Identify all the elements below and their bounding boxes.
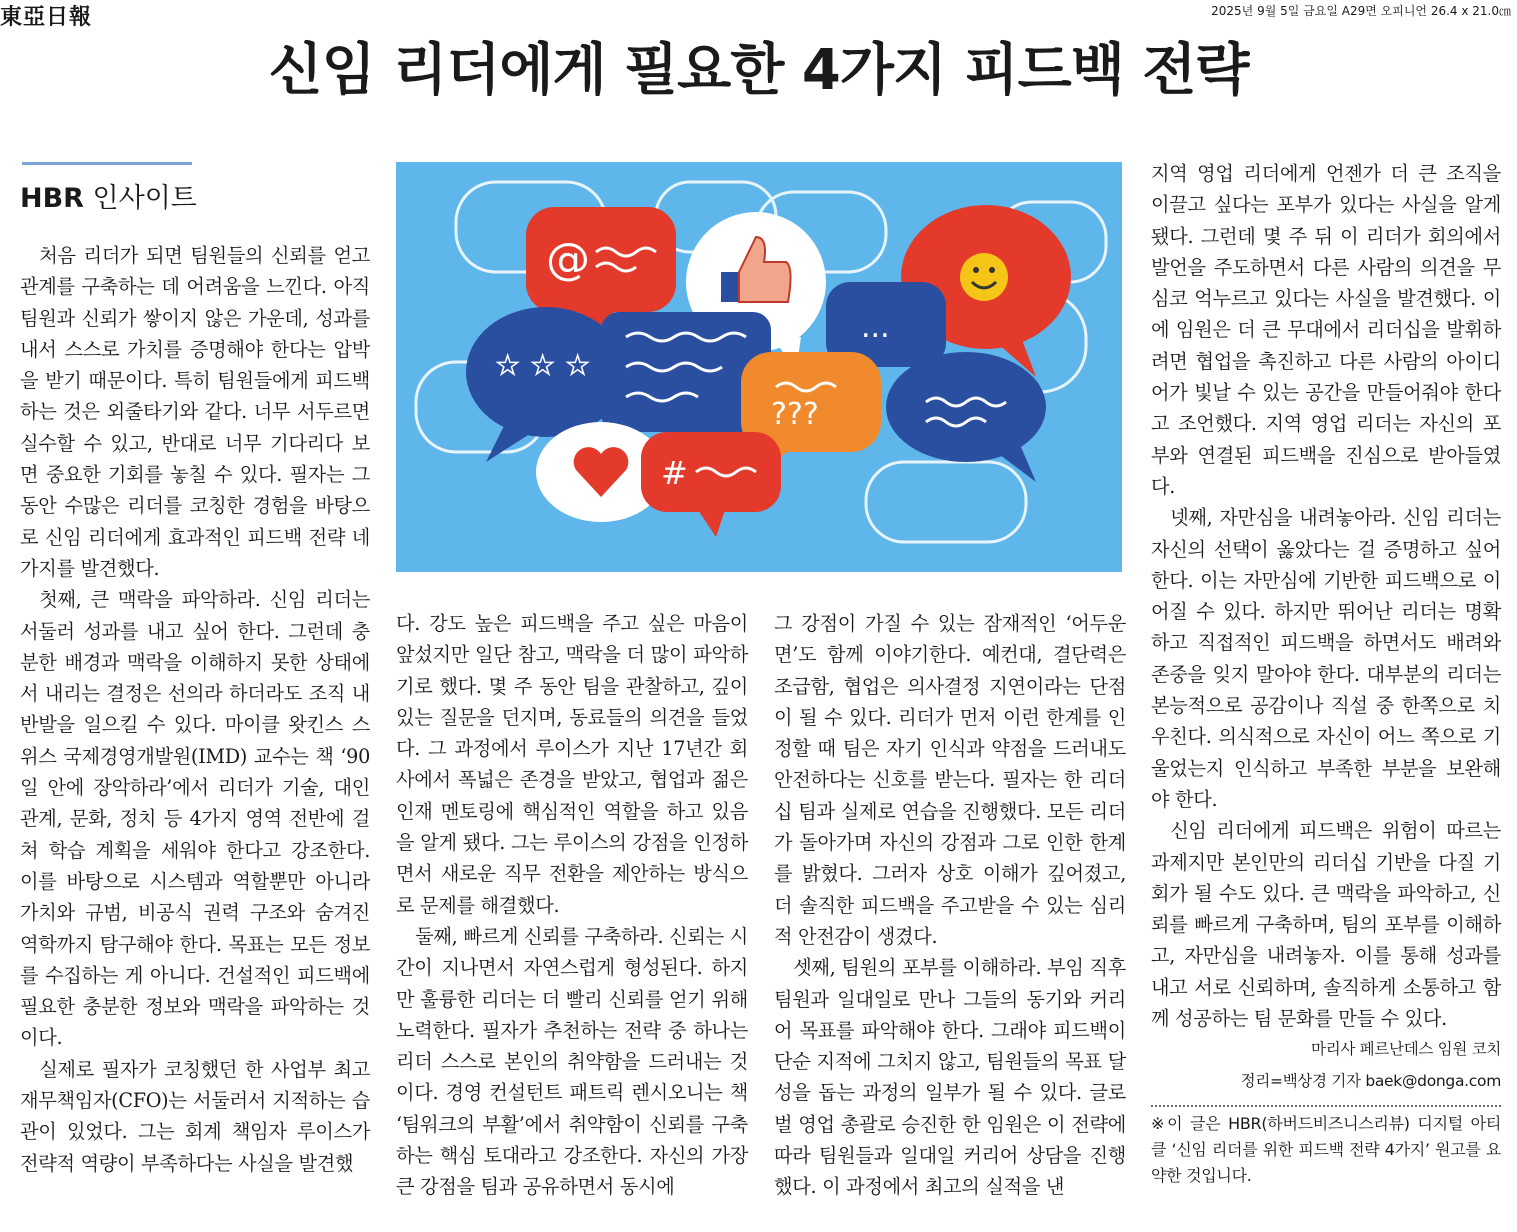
column-kicker <box>20 176 197 215</box>
author-byline: 마리사 페르난데스 임원 코치 <box>1311 1040 1501 1059</box>
question-marks-icon: ??? <box>771 397 819 432</box>
section-rule <box>22 162 192 165</box>
divider <box>1151 1105 1501 1107</box>
svg-text:★: ★ <box>531 351 555 381</box>
paragraph: 처음 리더가 되면 팀원들의 신뢰를 얻고 관계를 구축하는 데 어려움을 느낀다. 아직 팀원과 신뢰가 쌓이지 않은 가운데, 성과를 내서 스스로 가치를 증명해야 한다는 압박을 받기 때문이다. 특히 팀원들에게 피드백하는 것은 외줄타기와 같다. 너무 서두르면 실수할 수 있고, 반대로 너무 기다리다 보면 중요한 기회를 놓칠 수 있다. 필자는 그동안 수많은 리더를 코칭한 경험을 바탕으로 신임 리더에게 효과적인 피드백 전략 네 가지를 발견했다. <box>20 244 370 580</box>
newspaper-masthead: 東亞日報 <box>0 4 93 30</box>
hashtag-icon: # <box>661 454 688 492</box>
edition-info: 2025년 9월 5일 금요일 A29면 오피니언 26.4 x 21.0㎝ <box>1211 4 1511 18</box>
paragraph: 지역 영업 리더에게 언젠가 더 큰 조직을 이끌고 싶다는 포부가 있다는 사실을 알게 됐다. 그런데 몇 주 뒤 이 리더가 회의에서 발언을 주도하면서 다른 사람의 의견을 무심코 억누르고 있다는 사실을 발견했다. 이에 임원은 더 큰 무대에서 리더십을 발휘하려면 협업을 촉진하고 다른 사람의 아이디어가 빛날 수 있는 공간을 만들어줘야 한다고 조언했다. 지역 영업 리더는 자신의 포부와 연결된 피드백을 진심으로 받아들였다. <box>1151 162 1501 498</box>
headline: 신임 리더에게 필요한 4가지 피드백 전략 <box>268 38 1249 103</box>
paragraph: 신임 리더에게 피드백은 위험이 따르는 과제지만 본인만의 리더십 기반을 다질 기회가 될 수도 있다. 큰 맥락을 파악하고, 신뢰를 빠르게 구축하며, 팀의 포부를 이해하고, 자만심을 내려놓자. 이를 통해 성과를 내고 서로 신뢰하며, 솔직하게 소통하고 함께 성공하는 팀 문화를 만들 수 있다. <box>1151 819 1501 1031</box>
ellipsis-icon: ... <box>861 310 890 345</box>
svg-text:★: ★ <box>566 351 590 381</box>
paragraph: 그 강점이 가질 수 있는 잠재적인 ‘어두운 면’도 함께 이야기한다. 예컨대, 결단력은 조급함, 협업은 의사결정 지연이라는 단점이 될 수 있다. 리더가 먼저 이런 한계를 인정할 때 팀은 자기 인식과 약점을 드러내도 안전하다는 신호를 받는다. 필자는 한 리더십 팀과 실제로 연습을 진행했다. 모든 리더가 돌아가며 자신의 강점과 그로 인한 한계를 밝혔다. 그러자 상호 이해가 깊어졌고, 더 솔직한 피드백을 주고받을 수 있는 심리적 안전감이 생겼다. <box>774 612 1126 948</box>
article-column-4 <box>1151 158 1501 1189</box>
smiley-icon <box>960 253 1008 301</box>
kicker-brand: HBR <box>20 183 84 214</box>
footnote: ※이 글은 HBR(하버드비즈니스리뷰) 디지털 아티클 ‘신임 리더를 위한 피드백 전략 4가지’ 원고를 요약한 것입니다. <box>1151 1113 1501 1185</box>
paragraph: 셋째, 팀원의 포부를 이해하라. 부임 직후 팀원과 일대일로 만나 그들의 동기와 커리어 목표를 파악해야 한다. 그래야 피드백이 단순 지적에 그치지 않고, 팀원들의 목표 달성을 돕는 과정의 일부가 될 수 있다. 글로벌 영업 총괄로 승진한 한 임원은 이 전략에 따라 팀원들과 일대일 커리어 상담을 진행했다. 이 과정에서 최고의 실적을 낸 <box>774 956 1126 1199</box>
paragraph: 넷째, 자만심을 내려놓아라. 신임 리더는 자신의 선택이 옳았다는 걸 증명하고 싶어 한다. 이는 자만심에 기반한 피드백으로 이어질 수 있다. 하지만 뛰어난 리더는 명확하고 직접적인 피드백을 하면서도 배려와 존중을 잊지 말아야 한다. 대부분의 리더는 본능적으로 공감이나 직설 중 한쪽으로 치우친다. 의식적으로 자신이 어느 쪽으로 기울었는지 인식하고 부족한 부분을 보완해야 한다. <box>1151 506 1501 811</box>
article-column-2 <box>396 608 748 1203</box>
article-column-3 <box>774 608 1126 1203</box>
paragraph: 다. 강도 높은 피드백을 주고 싶은 마음이 앞섰지만 일단 참고, 맥락을 더 많이 파악하기로 했다. 몇 주 동안 팀을 관찰하고, 깊이 있는 질문을 던지며, 동료들의 의견을 들었다. 그 과정에서 루이스가 지난 17년간 회사에서 폭넓은 존경을 받았고, 협업과 젊은 인재 멘토링에 핵심적인 역할을 하고 있음을 알게 됐다. 그는 루이스의 강점을 인정하면서 새로운 직무 전환을 제안하는 방식으로 문제를 해결했다. <box>396 612 748 917</box>
at-symbol-icon: @ <box>546 234 590 285</box>
editor-byline: 정리=백상경 기자 baek@donga.com <box>1240 1071 1501 1090</box>
article-column-1 <box>20 240 370 1179</box>
stars-icon <box>496 351 589 381</box>
paragraph: 첫째, 큰 맥락을 파악하라. 신임 리더는 서둘러 성과를 내고 싶어 한다. 그런데 충분한 배경과 맥락을 이해하지 못한 상태에서 내리는 결정은 선의라 하더라도 조직 내 반발을 일으킬 수 있다. 마이클 왓킨스 스위스 국제경영개발원(IMD) 교수는 책 ‘90일 안에 장악하라’에서 리더가 기술, 대인 관계, 문화, 정치 등 4가지 영역 전반에 걸쳐 학습 계획을 세워야 한다고 강조한다. 이를 바탕으로 시스템과 역할뿐만 아니라 가치와 규범, 비공식 권력 구조와 숨겨진 역학까지 탐구해야 한다. 목표는 모든 정보를 수집하는 게 아니다. 건설적인 피드백에 필요한 충분한 정보와 맥락을 파악하는 것이다. <box>20 588 370 1050</box>
kicker-label: 인사이트 <box>83 183 197 214</box>
paragraph: 둘째, 빠르게 신뢰를 구축하라. 신뢰는 시간이 지나면서 자연스럽게 형성된다. 하지만 훌륭한 리더는 더 빨리 신뢰를 얻기 위해 노력한다. 필자가 추천하는 전략 중 하나는 리더 스스로 본인의 취약함을 드러내는 것이다. 경영 컨설턴트 패트릭 렌시오니는 책 ‘팀워크의 부활’에서 취약함이 신뢰를 구축하는 핵심 토대라고 강조한다. 자신의 가장 큰 강점을 팀과 공유하면서 동시에 <box>396 924 748 1199</box>
svg-text:★: ★ <box>496 351 520 381</box>
illustration-speech-bubbles <box>396 162 1122 572</box>
paragraph: 실제로 필자가 코칭했던 한 사업부 최고재무책임자(CFO)는 서둘러서 지적하는 습관이 있었다. 그는 회계 책임자 루이스가 전략적 역량이 부족하다는 사실을 발견했 <box>20 1057 370 1175</box>
